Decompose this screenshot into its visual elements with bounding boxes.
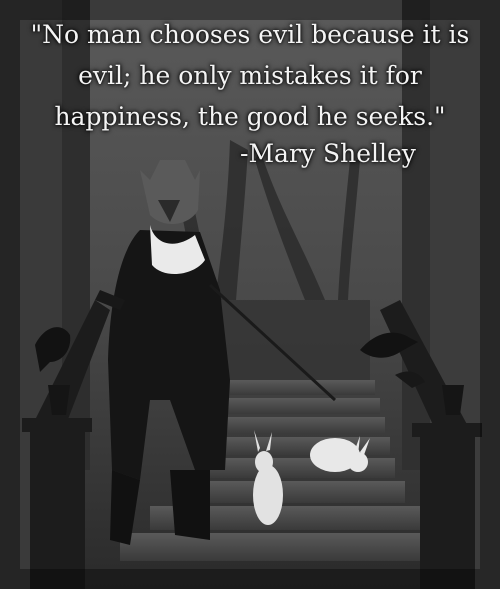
quote-line-2: evil; he only mistakes it for bbox=[78, 61, 422, 90]
quote-line-3: happiness, the good he seeks." bbox=[54, 102, 446, 131]
quote-text bbox=[20, 14, 480, 137]
quote-line-1: "No man chooses evil because it is bbox=[30, 20, 470, 49]
quote-author: -Mary Shelley bbox=[240, 139, 416, 168]
